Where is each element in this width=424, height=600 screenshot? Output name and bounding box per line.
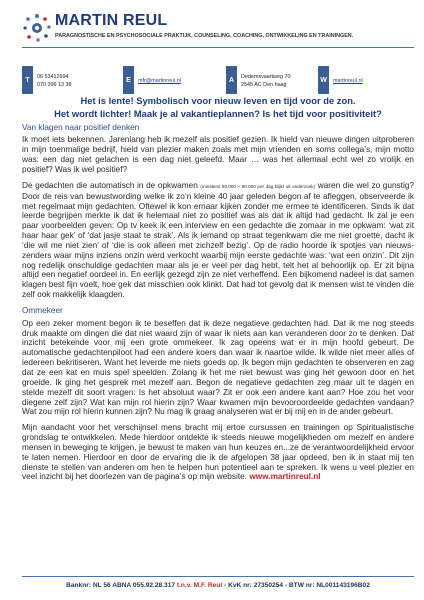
footer-account-holder: t.n.v. M.F. Reul <box>176 582 223 589</box>
phone-mobile: 06 53412694 <box>37 74 69 80</box>
email-label-box: E <box>123 66 134 94</box>
logo-icon <box>22 13 52 43</box>
article-title-line1: Het is lente! Symbolisch voor nieuw leven en tijd voor de zon. <box>80 95 356 106</box>
address-street: Dedemsvaartweg 70 <box>241 74 291 80</box>
website-link[interactable]: martinreul.nl <box>333 78 363 84</box>
brand-name: MARTIN REUL <box>55 12 168 29</box>
section-heading-turnaround: Ommekeer <box>22 305 63 315</box>
page-header <box>22 8 414 56</box>
paragraph-2 <box>22 181 414 300</box>
address-label-box: A <box>226 66 237 94</box>
paragraph-2-start: De gedachten die automatisch in de opkwamen <box>22 180 201 190</box>
page-footer <box>22 576 414 589</box>
paragraph-1: Ik moet iets bekennen. Jarenlang heb ik mezelf als positief gezien. Ik hield van nieuwe dingen uitproberen in mijn toenmalige bedrijf, hield van plezier maken zoals met mijn vrienden en soms collega’s, mijn motto was: een dag niet gelachen is een dag niet geleefd. Maar … was het allemaal echt wel zo vrolijk en positief? Was ik wel positief? <box>22 135 414 174</box>
paragraph-2-rest: waren die wel zo gunstig? Door de reis van bewustwording welke ik zo’n kleine 40 jaar geleden begon af te afleggen, observeerde ik met regelmaat mijn gedachten. Oftewel ik kon ernaar kijken zonder me ermee te identificeren. Sinds ik dat leerde begrijpen merkte ik dat ik helemaal niet zo positief was als dat ik altijd had gedacht. Ik zal je een paar voorbeelden geven: Op tv keek ik een interview en een gedachte die zomaar in me opkwam: ‘wat zit haar haar gek’ of ‘dat jasje staat te strak’. Als ik iemand op straat tegenkwam die me niet groette, dacht ik ‘die wil me niet zien’ of ‘die is ook alleen met zichzelf bezig’. Op de radio hoorde ik spotjes van nieuws-zenders waar mijns inziens onzin werd verkocht waarbij mijn eerste gedachte was: ‘wat een onzin’. Dit zijn nog redelijk onschuldige gedachten maar als je er veel per dag hebt, telt het al behoorlijk op. Er zit bijna altijd een negatief oordeel in. En eerlijk gezegd zijn ze niet verheffend. Een bijkomend nadeel is dat samen klagen best fijn voelt, hoe gek dat misschien ook klinkt. Dat had tot gevolg dat ik mensen wist te vinden die zelf ook makkelijk klaagden. <box>22 180 414 300</box>
phone-landline: 070 396 13 38 <box>37 82 72 88</box>
website-inline-link[interactable]: www.martinreul.nl <box>249 472 321 482</box>
email-link[interactable]: mfr@martinreul.nl <box>138 78 181 84</box>
contact-bar <box>22 66 412 94</box>
section-heading-complaining: Van klagen naar positief denken <box>22 122 140 132</box>
article-title-line2: Het wordt lichter! Maak je al vakantieplannen? Is het tijd voor positiviteit? <box>54 107 382 119</box>
footer-bank-details <box>22 582 414 589</box>
brand-tagline: PARAGNOSTISCHE EN PSYCHOSOCIALE PRAKTIJK, COUNSELING, COACHING, ONTWIKKELING EN TRAININGEN. <box>55 33 354 39</box>
header-divider <box>22 47 414 48</box>
article <box>22 96 414 488</box>
phone-label-box: T <box>22 66 33 94</box>
paragraph-2-footnote: (minstens 50.000 – 90.000 per dag blijkt uit onderzoek) <box>200 183 316 189</box>
phone-block <box>37 73 71 89</box>
footer-registration: - KvK nr: 27350254 - BTW nr: NL001143196B02 <box>222 582 370 589</box>
address-block <box>241 73 290 89</box>
footer-bank: Banknr: NL 56 ABNA 055.92.28.317 <box>66 582 177 589</box>
paragraph-4 <box>22 423 414 482</box>
paragraph-3: Op een zeker moment begon ik te beseffen dat ik deze negatieve gedachten had. Dat ik me nog steeds druk maakte om dingen die dat niet waard zijn of waar ik niets aan kan veranderen door zo te denken. Dat inzicht betekende voor mij een grote ommekeer. Ik zag opeens wat er in mijn hoofd gebeurt. De automatische gedachtenpiloot had een andere koers dan waar ik naartoe wilde. Ik wilde niet meer alles of iedereen bekritiseren. Want het leverde me niets goeds op. Ik begon mijn gedachten te observeren en zag dat ze een kat en muis spel speelden. Zolang ik het me niet bewust was ging het gewoon door en het groeide. Ik ging het gesprek met mezelf aan. Begon de negatieve gedachten zeg maar uit te dagen en stelde mezelf dit soort vragen: Is het absoluut waar? Zit er ook een andere kant aan? Hoe zou het voor diegene zelf zijn? Wat kan mijn rol hierin zijn? Waar kwamen mijn bevooroordeelde gedachten vandaan? Wat zou mijn rol hierin kunnen zijn? Nu mag ik graag analyseren wat er bij mij en in de ander gebeurt. <box>22 318 414 417</box>
paragraph-4-text: Mijn aandacht voor het verschijnsel mens bracht mij ertoe cursussen en trainingen op Spiritualistische grondslag te ontwikkelen. Mede hierdoor ontdekte ik steeds nieuwe mogelijkheden om mezelf en andere mensen in beweging te krijgen, je bewust te maken van hun keuzes en...ze de verantwoordelijkheid ervoor te laten nemen. Hierdoor en door de ervaring die ik de afgelopen 38 jaar opdeed, ben ik in staat mij ten dienste te stellen van anderen om hen te helpen hun potentieel aan te spreken. Ik wens u veel plezier en veel inzicht bij het doorlezen van de pagina’s op mijn website. <box>22 423 414 482</box>
address-city: 2545 AC Den haag <box>241 82 287 88</box>
website-label-box: W <box>318 66 329 94</box>
